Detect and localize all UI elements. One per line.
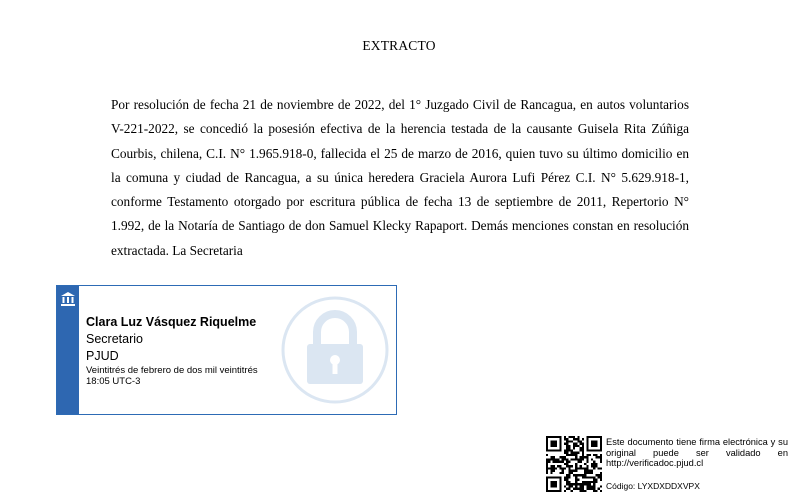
verification-notice: Este documento tiene firma electrónica y su original puede ser validado en http://verificadoc.pjud.cl	[606, 437, 788, 468]
signature-timestamp	[86, 366, 258, 387]
electronic-signature-card	[56, 285, 397, 415]
signature-time: 18:05 UTC-3	[86, 375, 141, 387]
signer-organization: PJUD	[86, 349, 119, 363]
extract-body-text: Por resolución de fecha 21 de noviembre de 2022, del 1° Juzgado Civil de Rancagua, en autos voluntarios V-221-2022, se concedió la posesión efectiva de la herencia testada de la causante Guisela Rita Zúñiga Courbis, chilena, C.I. N° 1.965.918-0, fallecida el 25 de marzo de 2016, quien tuvo su último domicilio en la comuna y ciudad de Rancagua, a su única heredera Graciela Aurora Lufi Pérez C.I. N° 5.629.918-1, conforme Testamento otorgado por escritura pública de fecha 13 de septiembre de 2011, Repertorio N° 1.992, de la Notaría de Santiago de don Samuel Klecky Rapaport. Demás menciones constan en resolución extractada. La Secretaria	[111, 97, 689, 258]
courthouse-icon	[60, 291, 76, 307]
verification-code: Código: LYXDXDDXVPX	[606, 481, 700, 491]
signature-stripe	[57, 286, 79, 414]
qr-code-icon	[546, 436, 602, 492]
signer-name: Clara Luz Vásquez Riquelme	[86, 315, 257, 329]
document-title: EXTRACTO	[362, 38, 436, 53]
signature-date: Veintitrés de febrero de dos mil veintitrés	[86, 365, 258, 376]
padlock-icon	[279, 294, 391, 406]
signer-role: Secretario	[86, 332, 143, 346]
